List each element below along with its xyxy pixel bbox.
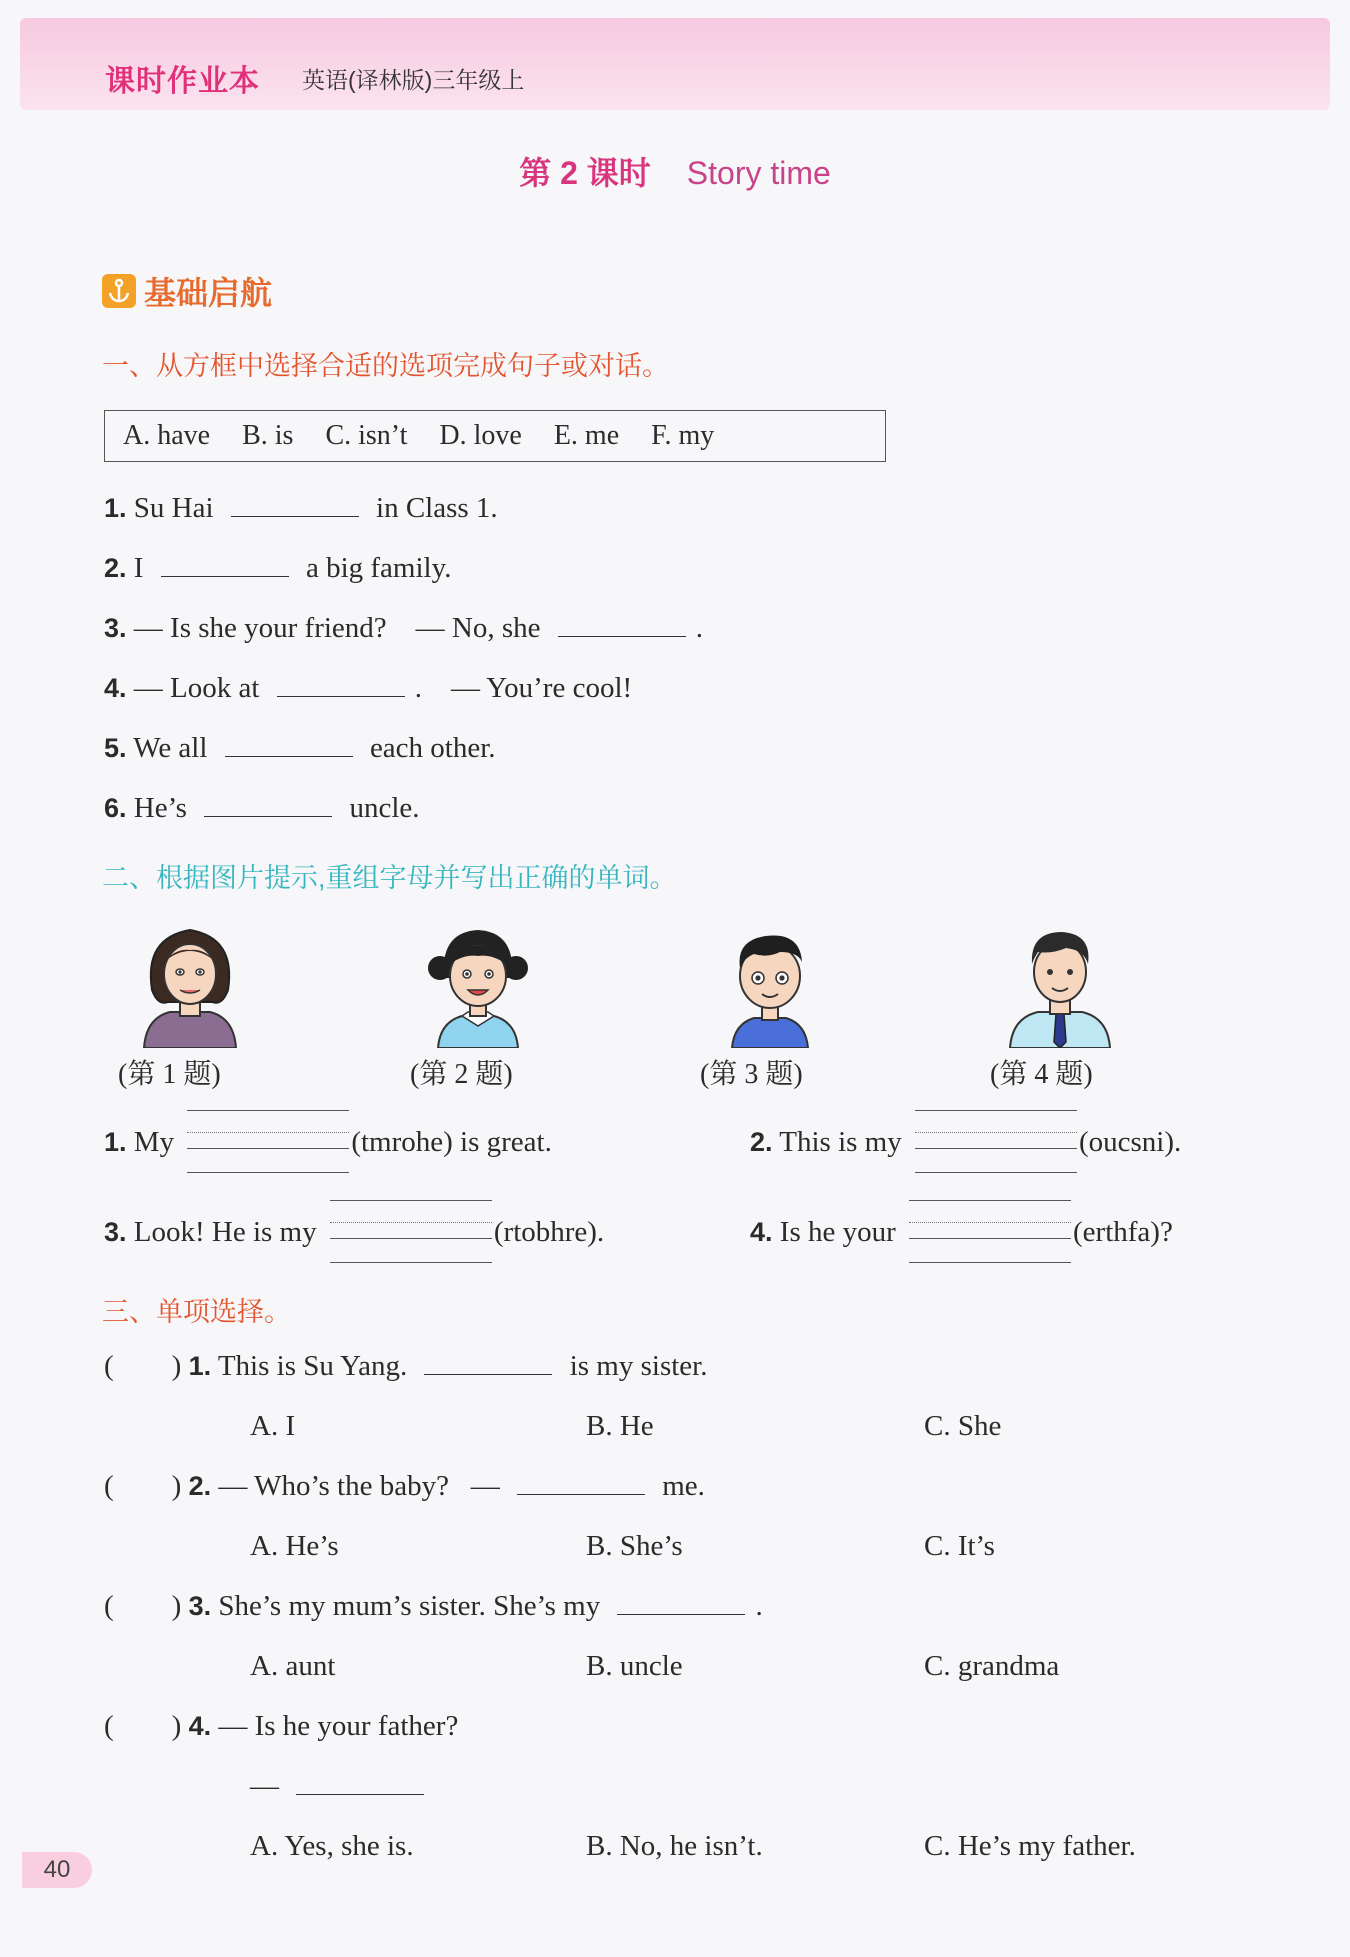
part1-item-3: 3. — Is she your friend? — No, she . bbox=[104, 612, 704, 644]
answer-blank[interactable] bbox=[204, 815, 332, 817]
option[interactable]: C. grandma bbox=[924, 1650, 1060, 1682]
caption-3: (第 3 题) bbox=[700, 1059, 803, 1090]
mc-question-2: ( ) 2. — Who’s the baby? — me. bbox=[104, 1470, 705, 1502]
option[interactable]: A. He’s bbox=[250, 1530, 339, 1562]
answer-paren[interactable]: ( ) bbox=[104, 1590, 182, 1622]
part1-item-4: 4. — Look at . — You’re cool! bbox=[104, 672, 633, 704]
answer-dash-line: — bbox=[250, 1770, 434, 1803]
caption-1: (第 1 题) bbox=[118, 1059, 221, 1090]
option[interactable]: B. She’s bbox=[586, 1530, 683, 1562]
answer-blank[interactable] bbox=[231, 515, 359, 517]
part2-title: 二、根据图片提示,重组字母并写出正确的单词。 bbox=[102, 863, 677, 893]
lesson-title bbox=[0, 148, 1350, 194]
answer-paren[interactable]: ( ) bbox=[104, 1350, 182, 1382]
answer-blank[interactable] bbox=[296, 1793, 424, 1795]
option-e: E. me bbox=[553, 420, 620, 451]
caption-4: (第 4 题) bbox=[990, 1059, 1093, 1090]
writing-lines[interactable] bbox=[187, 1150, 349, 1151]
brother-figure bbox=[710, 918, 830, 1048]
option-d: D. love bbox=[439, 420, 522, 451]
writing-lines[interactable] bbox=[909, 1240, 1071, 1241]
subject-title: 英语(译林版)三年级上 bbox=[302, 67, 525, 93]
part1-item-5: 5. We all each other. bbox=[104, 732, 496, 764]
part1-item-2: 2. I a big family. bbox=[104, 552, 452, 584]
section-head bbox=[102, 268, 272, 314]
word-options-box bbox=[104, 410, 886, 462]
option[interactable]: A. Yes, she is. bbox=[250, 1830, 414, 1862]
mother-figure bbox=[130, 918, 250, 1048]
anchor-icon bbox=[102, 274, 136, 308]
father-figure bbox=[1000, 918, 1120, 1048]
page-number: 40 bbox=[22, 1852, 92, 1888]
writing-lines[interactable] bbox=[915, 1150, 1077, 1151]
caption-2: (第 2 题) bbox=[410, 1059, 513, 1090]
option[interactable]: C. He’s my father. bbox=[924, 1830, 1136, 1862]
answer-blank[interactable] bbox=[225, 755, 353, 757]
option[interactable]: B. He bbox=[586, 1410, 654, 1442]
brand-title: 课时作业本 bbox=[105, 65, 260, 98]
answer-blank[interactable] bbox=[617, 1613, 745, 1615]
part2-item-1: 1. My (tmrohe) is great. bbox=[104, 1126, 552, 1159]
answer-blank[interactable] bbox=[517, 1493, 645, 1495]
option-a: A. have bbox=[123, 420, 211, 451]
answer-blank[interactable] bbox=[277, 695, 405, 697]
option[interactable]: C. She bbox=[924, 1410, 1002, 1442]
answer-blank[interactable] bbox=[558, 635, 686, 637]
lesson-number: 第 2 课时 bbox=[519, 155, 651, 191]
option[interactable]: B. No, he isn’t. bbox=[586, 1830, 763, 1862]
part1-item-1: 1. Su Hai in Class 1. bbox=[104, 492, 498, 524]
mc-question-1: ( ) 1. This is Su Yang. is my sister. bbox=[104, 1350, 708, 1382]
option[interactable]: B. uncle bbox=[586, 1650, 683, 1682]
answer-paren[interactable]: ( ) bbox=[104, 1710, 182, 1742]
mc-question-4: ( ) 4. — Is he your father? bbox=[104, 1710, 459, 1742]
option-f: F. my bbox=[651, 420, 715, 451]
answer-paren[interactable]: ( ) bbox=[104, 1470, 182, 1502]
mc-question-3: ( ) 3. She’s my mum’s sister. She’s my . bbox=[104, 1590, 763, 1622]
option[interactable]: A. I bbox=[250, 1410, 296, 1442]
part2-item-2: 2. This is my (oucsni). bbox=[750, 1126, 1181, 1159]
part3-title: 三、单项选择。 bbox=[102, 1297, 291, 1327]
section-head-label: 基础启航 bbox=[144, 275, 273, 311]
sister-figure bbox=[418, 918, 538, 1048]
option-b: B. is bbox=[242, 420, 294, 451]
lesson-title-en: Story time bbox=[686, 155, 831, 191]
writing-lines[interactable] bbox=[330, 1240, 492, 1241]
option[interactable]: C. It’s bbox=[924, 1530, 995, 1562]
option[interactable]: A. aunt bbox=[250, 1650, 336, 1682]
option-c: C. isn’t bbox=[325, 420, 408, 451]
answer-blank[interactable] bbox=[424, 1373, 552, 1375]
part1-item-6: 6. He’s uncle. bbox=[104, 792, 420, 824]
part2-item-3: 3. Look! He is my (rtobhre). bbox=[104, 1216, 604, 1249]
part2-item-4: 4. Is he your (erthfa)? bbox=[750, 1216, 1173, 1249]
part1-title: 一、从方框中选择合适的选项完成句子或对话。 bbox=[102, 351, 669, 381]
answer-blank[interactable] bbox=[161, 575, 289, 577]
